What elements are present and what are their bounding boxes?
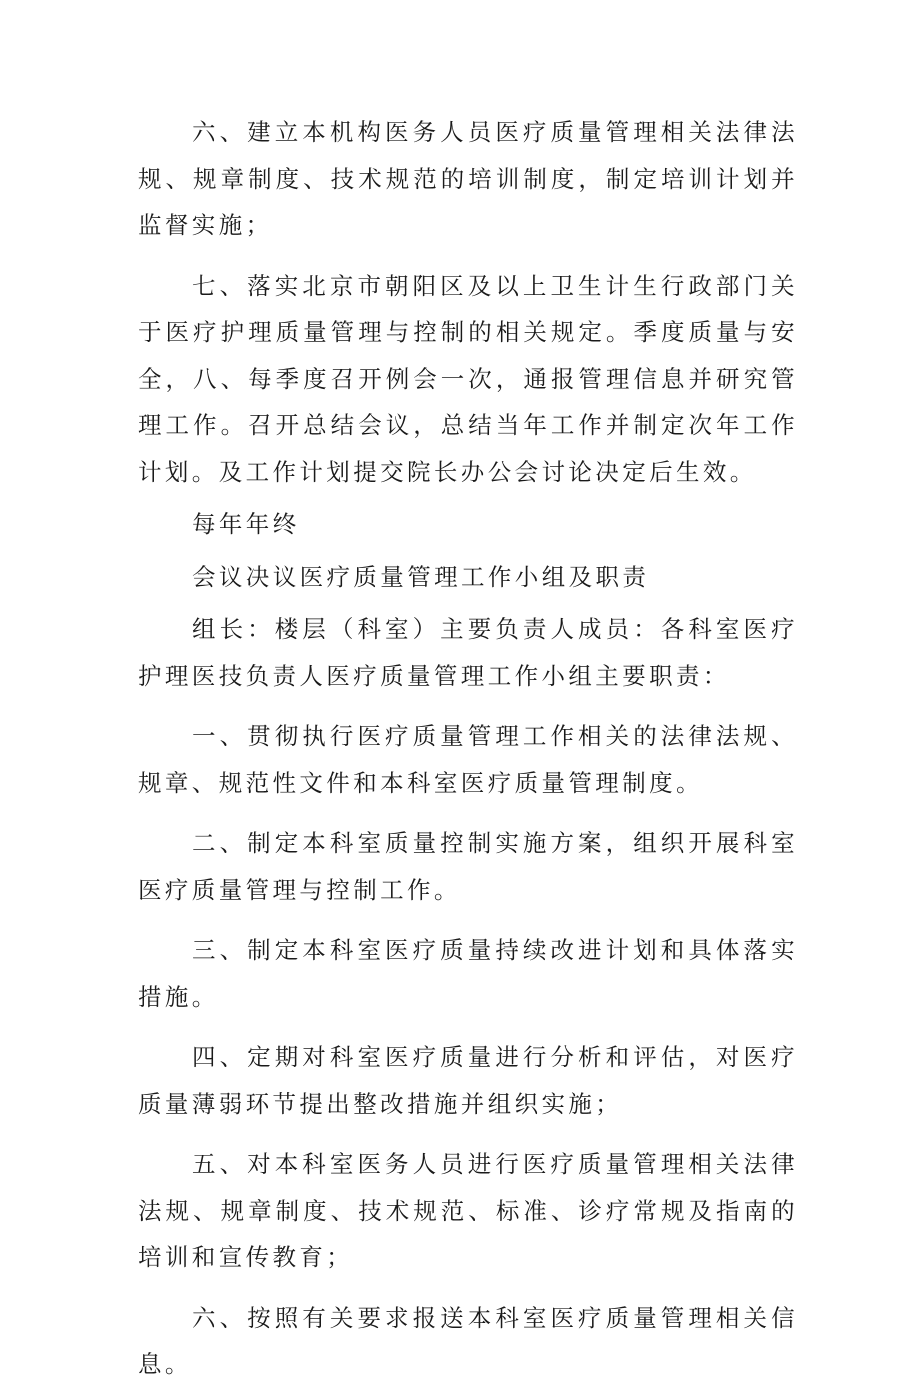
paragraph-duty-4: 四、定期对科室医疗质量进行分析和评估，对医疗质量薄弱环节提出整改措施并组织实施；: [138, 1043, 798, 1118]
paragraph-duty-5: 五、对本科室医务人员进行医疗质量管理相关法律法规、规章制度、技术规范、标准、诊疗常规及指南的培训和宣传教育；: [138, 1150, 798, 1271]
paragraph-duty-2: 二、制定本科室质量控制实施方案，组织开展科室医疗质量管理与控制工作。: [138, 829, 798, 904]
paragraph-duty-6: 六、按照有关要求报送本科室医疗质量管理相关信息。: [138, 1303, 798, 1378]
paragraph-duty-3: 三、制定本科室医疗质量持续改进计划和具体落实措施。: [138, 936, 798, 1011]
paragraph-training-system: 六、建立本机构医务人员医疗质量管理相关法律法规、规章制度、技术规范的培训制度，制定培训计划并监督实施；: [138, 118, 798, 239]
document-body: [138, 109, 798, 1388]
paragraph-regulations-meetings: 七、落实北京市朝阳区及以上卫生计生行政部门关于医疗护理质量管理与控制的相关规定。季度质量与安全，八、每季度召开例会一次，通报管理信息并研究管理工作。召开总结会议，总结当年工作并制定次年工作计划。及工作计划提交院长办公会讨论决定后生效。: [138, 271, 798, 486]
paragraph-duty-1: 一、贯彻执行医疗质量管理工作相关的法律法规、规章、规范性文件和本科室医疗质量管理制度。: [138, 722, 798, 797]
paragraph-group-members: 组长：楼层（科室）主要负责人成员：各科室医疗护理医技负责人医疗质量管理工作小组主要职责：: [138, 615, 798, 690]
paragraph-year-end: 每年年终: [192, 510, 300, 538]
paragraph-working-group-title: 会议决议医疗质量管理工作小组及职责: [192, 562, 650, 591]
